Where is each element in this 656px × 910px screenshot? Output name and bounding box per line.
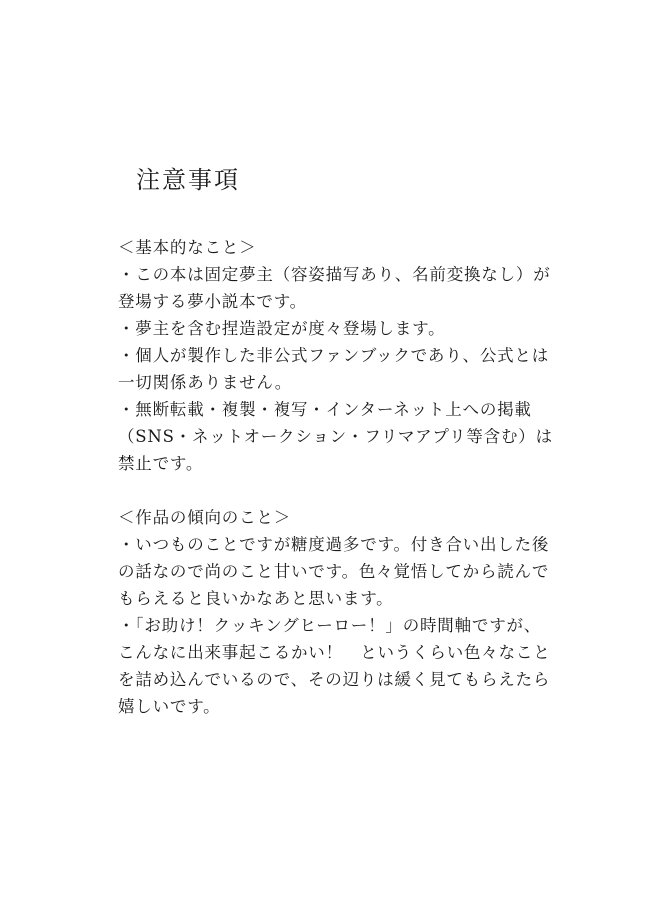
notice-body bbox=[118, 234, 588, 720]
section-heading-basics: ＜基本的なこと＞ bbox=[118, 238, 257, 257]
notice-line: 登場する夢小説本です。 bbox=[118, 292, 307, 311]
notice-line: もらえると良いかなあと思います。 bbox=[118, 589, 394, 608]
notice-line: こんなに出来事起こるかい！ というくらい色々なこと bbox=[118, 643, 551, 662]
page-title: 注意事項 bbox=[136, 166, 240, 194]
notice-line: ・いつものことですが糖度過多です。付き合い出した後 bbox=[118, 535, 550, 554]
notice-line: ・この本は固定夢主（容姿描写あり、名前変換なし）が bbox=[118, 265, 551, 284]
notice-line: の話なので尚のこと甘いです。色々覚悟してから読んで bbox=[118, 562, 550, 581]
notice-line: （SNS・ネットオークション・フリマアプリ等含む）は bbox=[118, 427, 553, 446]
notice-line: ・無断転載・複製・複写・インターネット上への掲載 bbox=[118, 400, 532, 419]
section-spacer bbox=[118, 477, 588, 504]
notice-line: 禁止です。 bbox=[118, 454, 204, 473]
notice-line: ・個人が製作した非公式ファンブックであり、公式とは bbox=[118, 346, 550, 365]
notice-line: を詰め込んでいるので、その辺りは緩く見てもらえたら bbox=[118, 670, 551, 689]
notice-line: ・「お助け！クッキングヒーロー！」の時間軸ですが、 bbox=[118, 616, 542, 635]
notice-line: 嬉しいです。 bbox=[118, 697, 221, 716]
notice-line: ・夢主を含む捏造設定が度々登場します。 bbox=[118, 319, 446, 338]
notice-line: 一切関係ありません。 bbox=[118, 373, 292, 392]
section-heading-tendency: ＜作品の傾向のこと＞ bbox=[118, 508, 291, 527]
